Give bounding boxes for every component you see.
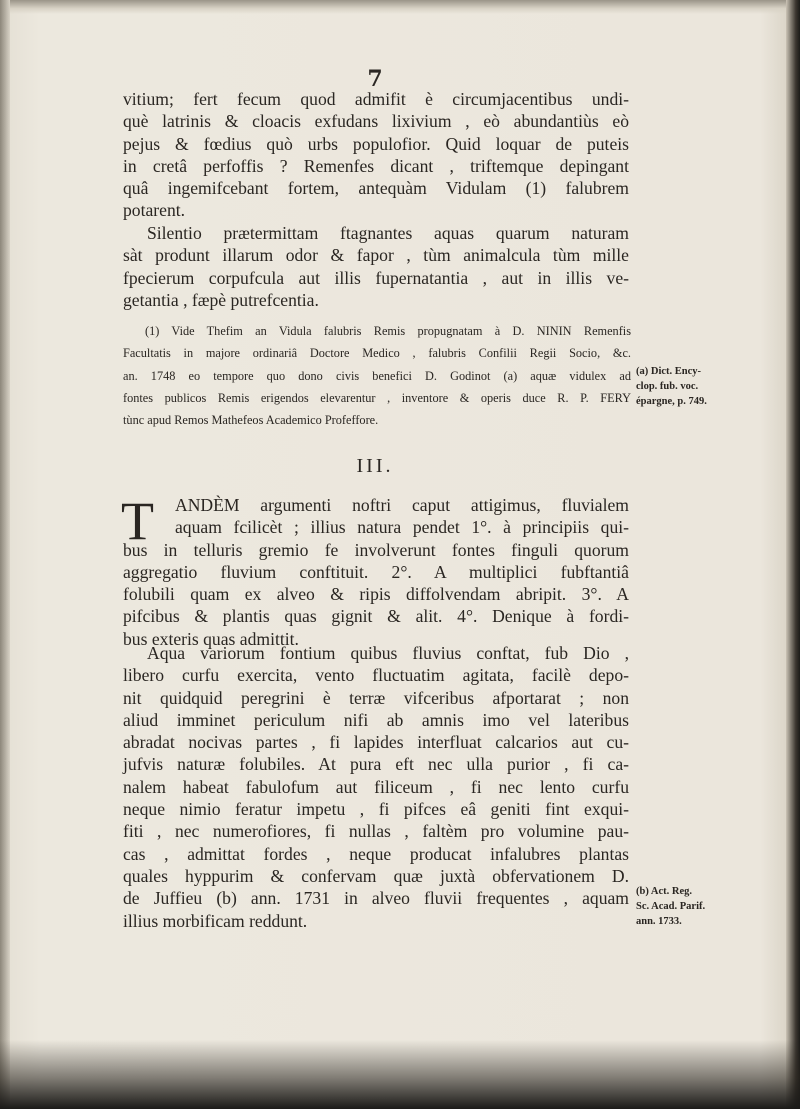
paragraph-2 [123,222,629,311]
text-line: fiti , nec numerofiores, fi nullas , faltèm pro volumine pau- [123,821,629,842]
footnote [123,320,631,431]
text-line: folubili quam ex alveo & ripis diffolvendam abripit. 3°. A [123,584,629,605]
text-line: pejus & fœdius quò urbs populofior. Quid loquar de puteis [123,133,629,154]
text-line: Silentio prætermittam ftagnantes aquas quarum naturam [147,223,629,243]
text-line: cas , admittat fordes , neque producat infalubres plantas [123,843,629,864]
page-bottom-shadow [0,1040,800,1109]
text-line: libero curfu exercita, vento fluctuatim agitata, facilè depo- [123,665,629,686]
margin-note-line: (a) Dict. Ency- [636,366,702,377]
footnote-line: tùnc apud Remos Mathefeos Academico Profeffore. [123,413,379,428]
page-left-edge [0,0,10,1109]
text-line: in cretâ perfoffis ? Remenfes dicant , triftemque depingant [123,155,629,176]
footnote-line: Facultatis in majore ordinariâ Doctore Medico , falubris Confilii Regii Socio, &c. [123,346,631,361]
text-line: nalem habeat fabulofum aut filiceum , fi nec lento curfu [123,776,629,797]
margin-note-line: épargne, p. 749. [636,396,707,407]
text-line: pifcibus & plantis quas gignit & alit. 4°. Denique à fordi- [123,606,629,627]
text-line: quâ ingemifcebant fortem, antequàm Vidulam (1) falubrem [123,178,629,199]
paragraph-1 [123,88,629,222]
margin-note-line: ann. 1733. [636,916,682,927]
text-line: abradat nocivas partes , fi lapides interfluat calcarios aut cu- [123,732,629,753]
page-top-edge [0,0,800,14]
margin-note-line: clop. fub. voc. [636,381,699,392]
margin-note-line: (b) Act. Reg. [636,886,692,897]
drop-cap: T [121,491,154,551]
text-line: nit quidquid peregrini è terræ vifceribus afportarat ; non [123,687,629,708]
text-line: sàt produnt illarum odor & fapor , tùm animalcula tùm mille [123,245,629,266]
section-heading: III. [356,455,394,477]
paragraph-3 [121,491,629,650]
paragraph-4 [123,642,629,932]
text-line: illius morbificam reddunt. [123,910,308,931]
text-line: fpecierum corpufcula aut illis fupernatantia , aut in illis ve- [123,267,629,288]
text-line: bus in telluris gremio fe involverunt fontes finguli quorum [123,539,629,560]
footnote-line: (1) Vide Thefim an Vidula falubris Remis propugnatam à D. NININ Remenfis [145,324,631,338]
text-line: de Juffieu (b) ann. 1731 in alveo fluvii frequentes , aquam [123,888,629,909]
text-line: aquam fcilicèt ; illius natura pendet 1°. à principiis qui- [175,517,629,538]
text-line: aliud imminet periculum nifi ab amnis imo vel lateribus [123,709,629,730]
page-right-edge [786,0,800,1109]
text-line: neque nimio feratur impetu , fi pifces eâ geniti fint exqui- [123,799,629,820]
margin-note-b [636,884,726,929]
text-line: quales hyppurim & confervam quæ juxtà obfervationem D. [123,865,629,886]
text-line: vitium; fert fecum quod admifit è circumjacentibus undi- [123,89,629,109]
text-line: potarent. [123,200,186,221]
margin-note-line: Sc. Acad. Parif. [636,901,706,912]
text-line: ANDÈM argumenti noftri caput attigimus, fluvialem [175,495,629,515]
text-line: bus exteris quas admittit. [123,628,299,649]
footnote-line: fontes publicos Remis erigendos elevarentur , inventore & operis duce R. P. FERY [123,390,631,405]
text-line: jufvis naturæ folubiles. At pura eft nec ulla purior , fi ca- [123,754,629,775]
page-number: 7 [367,66,383,92]
margin-note-a [636,364,726,409]
text-line: aggregatio fluvium conftituit. 2°. A multiplici fubftantiâ [123,561,629,582]
text-line: què latrinis & cloacis exfudans lixivium , eò abundantiùs eò [123,111,629,132]
footnote-line: an. 1748 eo tempore quo dono civis benefici D. Godinot (a) aquæ vidulex ad [123,368,631,383]
text-line: getantia , fæpè putrefcentia. [123,289,319,310]
text-line: Aqua variorum fontium quibus fluvius conftat, fub Dio , [147,643,629,663]
